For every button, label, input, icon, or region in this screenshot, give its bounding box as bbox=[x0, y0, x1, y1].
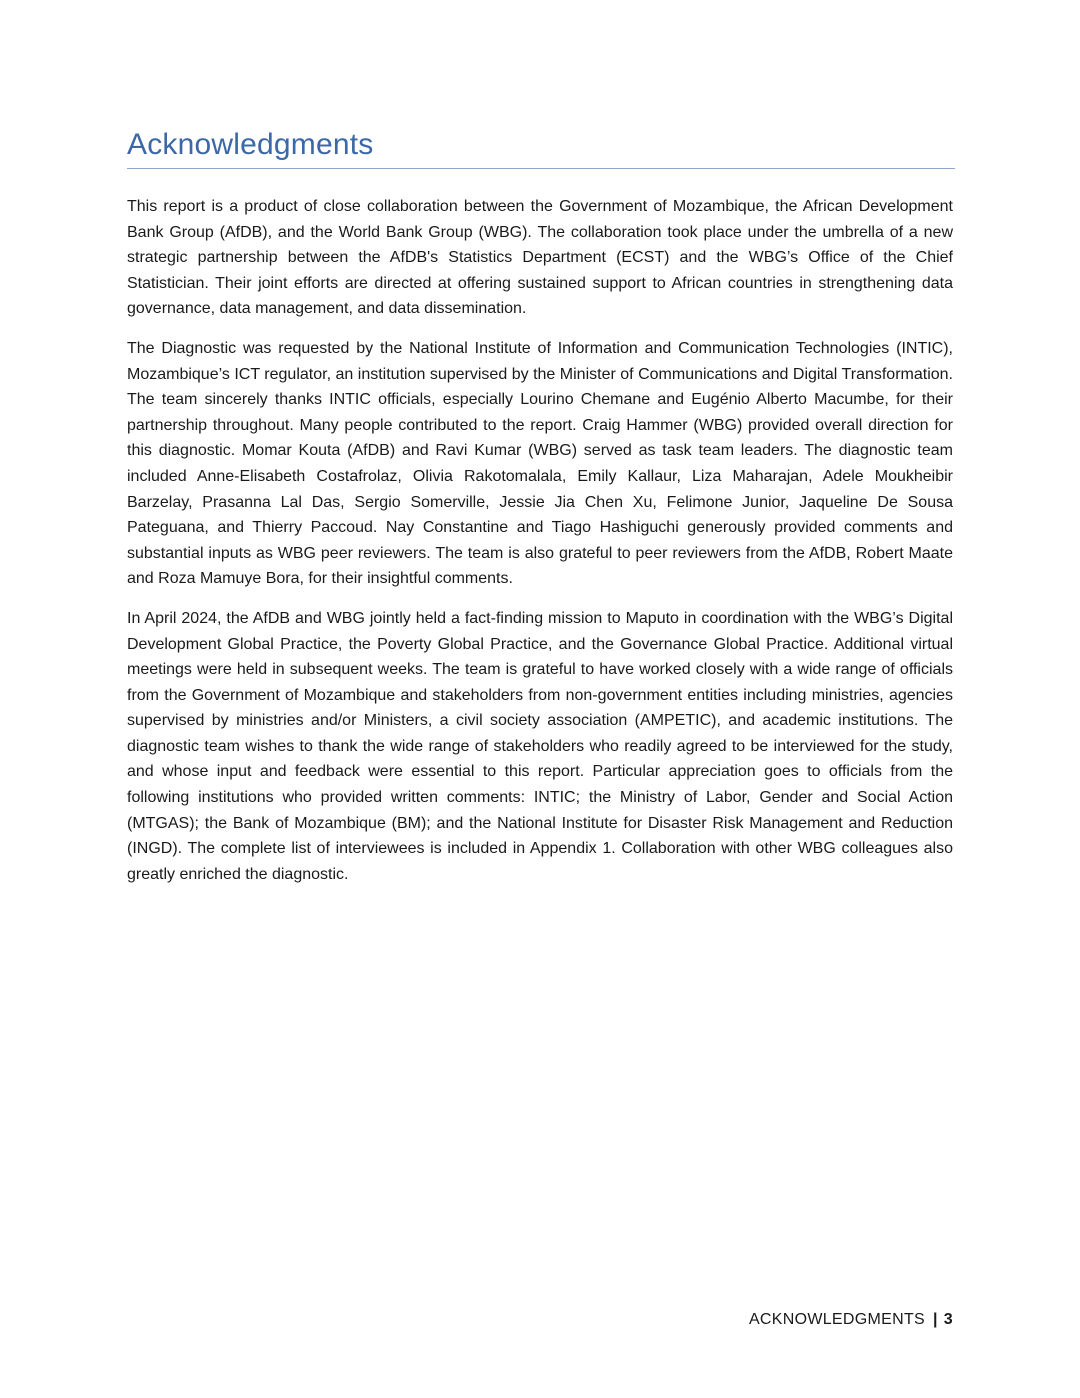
page-title: Acknowledgments bbox=[127, 128, 955, 169]
footer-section-label: ACKNOWLEDGMENTS bbox=[748, 1311, 926, 1328]
body-text bbox=[127, 194, 953, 901]
paragraph: This report is a product of close collaboration between the Government of Mozambique, the African Development Bank Group (AfDB), and the World Bank Group (WBG). The collaboration took place under the umbrella of a new strategic partnership between the AfDB's Statistics Department (ECST) and the WBG’s Office of the Chief Statistician. Their joint efforts are directed at offering sustained support to African countries in strengthening data governance, data management, and data dissemination. bbox=[127, 198, 953, 318]
page-number: 3 bbox=[943, 1311, 953, 1328]
page-footer bbox=[749, 1311, 953, 1329]
footer-separator: | bbox=[933, 1311, 938, 1328]
paragraph: The Diagnostic was requested by the National Institute of Information and Communication Technologies (INTIC), Mozambique’s ICT regulator, an institution supervised by the Minister of Communications and Digital Transformation. The team sincerely thanks INTIC officials, especially Lourino Chemane and Eugénio Alberto Macumbe, for their partnership throughout. Many people contributed to the report. Craig Hammer (WBG) provided overall direction for this diagnostic. Momar Kouta (AfDB) and Ravi Kumar (WBG) served as task team leaders. The diagnostic team included Anne-Elisabeth Costafrolaz, Olivia Rakotomalala, Emily Kallaur, Liza Maharajan, Adele Moukheibir Barzelay, Prasanna Lal Das, Sergio Somerville, Jessie Jia Chen Xu, Felimone Junior, Jaqueline De Sousa Pateguana, and Thierry Paccoud. Nay Constantine and Tiago Hashiguchi generously provided comments and substantial inputs as WBG peer reviewers. The team is also grateful to peer reviewers from the AfDB, Robert Maate and Roza Mamuye Bora, for their insightful comments. bbox=[127, 339, 953, 588]
paragraph: In April 2024, the AfDB and WBG jointly held a fact-finding mission to Maputo in coordination with the WBG’s Digital Development Global Practice, the Poverty Global Practice, and the Governance Global Practice. Additional virtual meetings were held in subsequent weeks. The team is grateful to have worked closely with a wide range of officials from the Government of Mozambique and stakeholders from non-government entities including ministries, agencies supervised by ministries and/or Ministers, a civil society association (AMPETIC), and academic institutions. The diagnostic team wishes to thank the wide range of stakeholders who readily agreed to be interviewed for the study, and whose input and feedback were essential to this report. Particular appreciation goes to officials from the following institutions who provided written comments: INTIC; the Ministry of Labor, Gender and Social Action (MTGAS); the Bank of Mozambique (BM); and the National Institute for Disaster Risk Management and Reduction (INGD). The complete list of interviewees is included in Appendix 1. Collaboration with other WBG colleagues also greatly enriched the diagnostic. bbox=[127, 609, 953, 883]
